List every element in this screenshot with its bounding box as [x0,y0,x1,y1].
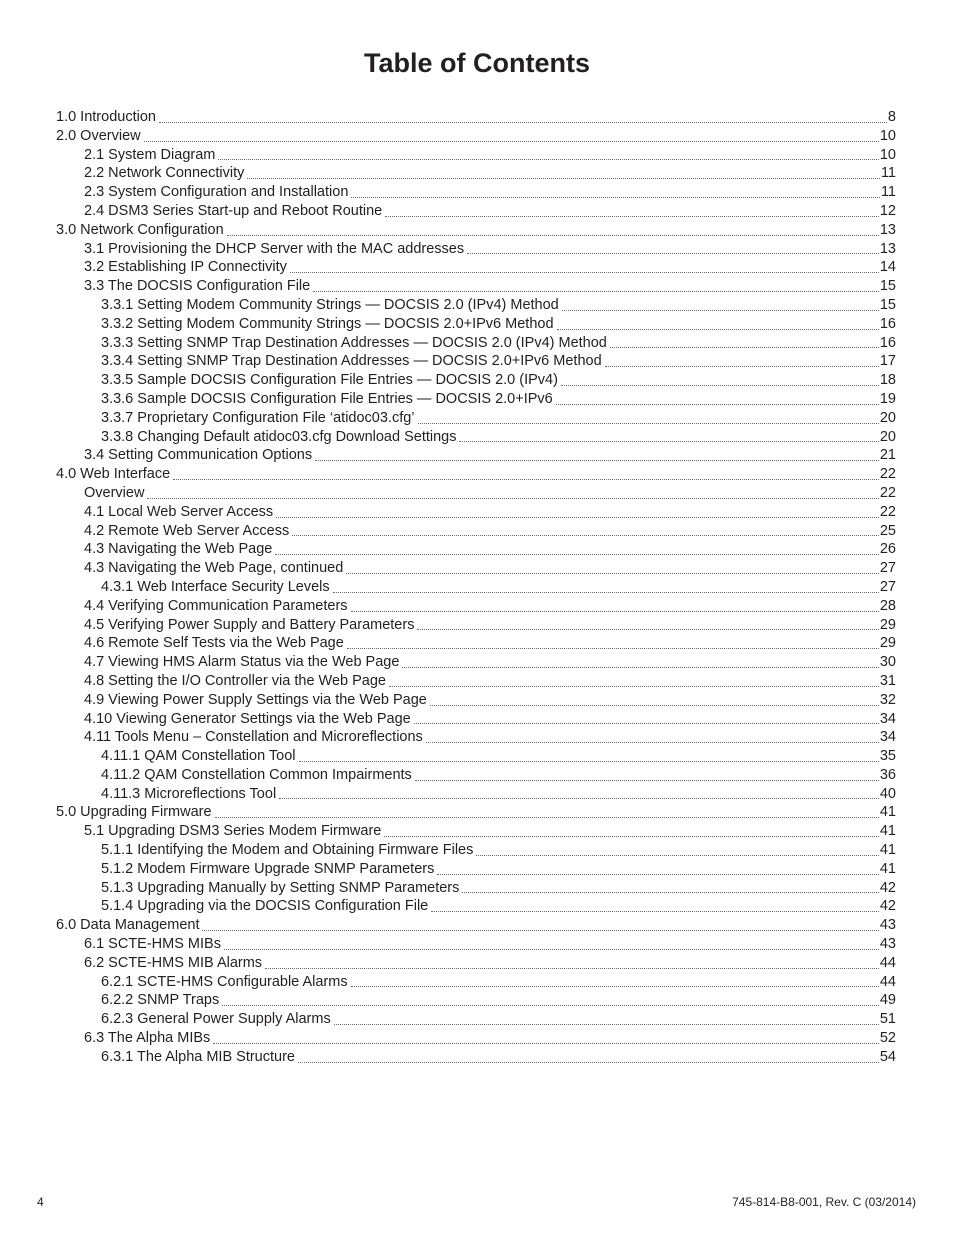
toc-entry[interactable] [56,127,896,146]
toc-entry-label: 4.9 Viewing Power Supply Settings via the Web Page [84,691,427,708]
dot-leader [346,561,879,574]
toc-entry-label: 3.3 The DOCSIS Configuration File [84,278,311,295]
toc-entry-page: 34 [879,710,896,727]
dot-leader [333,580,879,593]
toc-entry-label: 6.2.2 SNMP Traps [101,992,220,1009]
toc-entry-label: 4.7 Viewing HMS Alarm Status via the Web Page [84,654,400,671]
dot-leader [351,599,879,612]
toc-entry-page: 41 [879,823,896,840]
toc-entry-page: 15 [879,278,896,295]
toc-entry[interactable] [56,503,896,522]
toc-entry-page: 16 [879,315,896,332]
dot-leader [384,824,879,837]
dot-leader [173,467,879,480]
toc-entry[interactable] [56,578,896,597]
document-id: 745-814-B8-001, Rev. C (03/2014) [732,1195,916,1209]
toc-entry[interactable] [56,484,896,503]
toc-entry-page: 17 [879,353,896,370]
toc-entry-page: 13 [879,221,896,238]
dot-leader [431,899,879,912]
dot-leader [290,260,879,273]
toc-entry-page: 26 [879,541,896,558]
toc-entry-page: 11 [880,165,896,182]
dot-leader [459,429,878,442]
toc-entry[interactable] [56,240,896,259]
toc-entry[interactable] [56,597,896,616]
toc-entry[interactable] [56,146,896,165]
toc-entry-label: 3.3.8 Changing Default atidoc03.cfg Download Settings [101,428,457,445]
toc-entry-label: 4.1 Local Web Server Access [84,503,274,520]
toc-entry[interactable] [56,803,896,822]
dot-leader [298,1050,879,1063]
toc-entry-label: 4.4 Verifying Communication Parameters [84,597,348,614]
toc-entry-page: 41 [879,842,896,859]
toc-entry-page: 31 [879,672,896,689]
dot-leader [351,974,879,987]
dot-leader [313,279,879,292]
toc-entry-page: 15 [879,296,896,313]
toc-entry-page: 34 [879,729,896,746]
dot-leader [462,880,878,893]
toc-entry[interactable] [56,841,896,860]
toc-entry-page: 41 [879,804,896,821]
dot-leader [276,505,879,518]
toc-entry-page: 8 [887,109,896,125]
toc-entry[interactable] [56,315,896,334]
toc-entry-page: 42 [879,898,896,915]
toc-entry-page: 18 [879,372,896,389]
toc-entry-page: 29 [879,616,896,633]
toc-entry[interactable] [56,691,896,710]
toc-entry[interactable] [56,822,896,841]
toc-entry[interactable] [56,860,896,879]
toc-entry-label: 4.2 Remote Web Server Access [84,522,290,539]
dot-leader [476,843,879,856]
toc-entry[interactable] [56,897,896,916]
toc-entry-page: 42 [879,879,896,896]
toc-entry[interactable] [56,221,896,240]
toc-entry-label: 6.0 Data Management [56,917,200,934]
dot-leader [418,411,879,424]
toc-entry-label: 4.0 Web Interface [56,466,171,483]
dot-leader [147,486,878,499]
toc-entry-label: 3.3.5 Sample DOCSIS Configuration File Entries — DOCSIS 2.0 (IPv4) [101,372,558,389]
toc-entry[interactable] [56,879,896,898]
toc-entry-page: 51 [879,1011,896,1028]
toc-entry[interactable] [56,371,896,390]
toc-entry[interactable] [56,728,896,747]
toc-entry[interactable] [56,634,896,653]
toc-entry-label: 6.2.1 SCTE-HMS Configurable Alarms [101,973,348,990]
toc-entry-label: 4.11.1 QAM Constellation Tool [101,748,296,765]
dot-leader [415,768,879,781]
toc-entry-page: 20 [879,409,896,426]
dot-leader [437,862,879,875]
toc-entry-page: 19 [879,390,896,407]
toc-entry-label: 3.4 Setting Communication Options [84,447,313,464]
toc-entry[interactable] [56,428,896,447]
dot-leader [218,147,879,160]
toc-entry-label: 4.3 Navigating the Web Page, continued [84,560,344,577]
toc-entry[interactable] [56,390,896,409]
toc-entry-page: 20 [879,428,896,445]
toc-entry-page: 43 [879,936,896,953]
toc-entry-label: 1.0 Introduction [56,109,156,125]
dot-leader [562,298,879,311]
toc-entry-page: 36 [879,766,896,783]
dot-leader [299,749,879,762]
toc-entry[interactable] [56,973,896,992]
dot-leader [275,542,879,555]
toc-entry[interactable] [56,296,896,315]
toc-entry[interactable] [56,991,896,1010]
toc-entry[interactable] [56,1010,896,1029]
toc-entry-page: 35 [879,748,896,765]
dot-leader [334,1012,879,1025]
dot-leader [215,805,879,818]
toc-entry[interactable] [56,334,896,353]
toc-entry-label: 2.0 Overview [56,127,141,144]
toc-entry-page: 40 [879,785,896,802]
toc-entry-page: 44 [879,954,896,971]
toc-entry-page: 10 [879,146,896,163]
toc-entry-page: 14 [879,259,896,276]
toc-entry-label: 5.1.3 Upgrading Manually by Setting SNMP Parameters [101,879,460,896]
toc-entry[interactable] [56,352,896,371]
toc-entry-page: 41 [879,860,896,877]
toc-entry-page: 16 [879,334,896,351]
dot-leader [556,392,879,405]
dot-leader [402,655,878,668]
table-of-contents [56,108,896,1067]
toc-entry-label: 5.1.2 Modem Firmware Upgrade SNMP Parameters [101,860,435,877]
toc-entry-label: 2.4 DSM3 Series Start-up and Reboot Routine [84,202,383,219]
toc-entry[interactable] [56,1029,896,1048]
toc-entry-label: 3.1 Provisioning the DHCP Server with the MAC addresses [84,240,465,257]
dot-leader [224,937,879,950]
dot-leader [385,204,879,217]
toc-entry-label: 4.10 Viewing Generator Settings via the Web Page [84,710,411,727]
toc-entry-label: 5.1 Upgrading DSM3 Series Modem Firmware [84,823,382,840]
dot-leader [430,693,879,706]
toc-entry[interactable] [56,446,896,465]
page-number: 4 [37,1195,44,1209]
toc-entry-label: 2.2 Network Connectivity [84,165,245,182]
toc-entry[interactable] [56,935,896,954]
dot-leader [202,918,878,931]
toc-entry-page: 32 [879,691,896,708]
toc-entry[interactable] [56,559,896,578]
toc-entry-page: 43 [879,917,896,934]
toc-entry[interactable] [56,277,896,296]
toc-entry[interactable] [56,616,896,635]
dot-leader [351,185,880,198]
dot-leader [227,223,879,236]
toc-entry[interactable] [56,747,896,766]
toc-entry-label: 3.2 Establishing IP Connectivity [84,259,287,276]
toc-entry[interactable] [56,1048,896,1067]
toc-entry-label: 4.3.1 Web Interface Security Levels [101,578,330,595]
dot-leader [144,129,879,142]
toc-entry-label: 4.11.3 Microreflections Tool [101,785,277,802]
toc-entry[interactable] [56,164,896,183]
toc-entry-label: 6.1 SCTE-HMS MIBs [84,936,221,953]
toc-entry-page: 13 [879,240,896,257]
toc-entry[interactable] [56,108,896,127]
toc-entry-page: 22 [879,503,896,520]
dot-leader [417,617,878,630]
toc-entry-label: 2.3 System Configuration and Installation [84,184,349,201]
toc-entry-label: 5.1.1 Identifying the Modem and Obtaining Firmware Files [101,842,474,859]
dot-leader [292,523,879,536]
toc-entry-page: 30 [879,654,896,671]
dot-leader [159,110,887,123]
toc-entry-page: 22 [879,466,896,483]
toc-entry[interactable] [56,785,896,804]
dot-leader [610,335,879,348]
dot-leader [426,730,879,743]
toc-entry[interactable] [56,522,896,541]
toc-entry-label: 4.11.2 QAM Constellation Common Impairments [101,766,412,783]
toc-entry-label: 5.0 Upgrading Firmware [56,804,212,821]
toc-entry[interactable] [56,766,896,785]
toc-entry[interactable] [56,540,896,559]
toc-entry-label: Overview [84,484,145,501]
toc-entry-page: 12 [879,202,896,219]
toc-entry[interactable] [56,258,896,277]
toc-entry-label: 4.8 Setting the I/O Controller via the Web Page [84,672,386,689]
toc-entry-label: 3.0 Network Configuration [56,221,224,238]
toc-entry-label: 4.6 Remote Self Tests via the Web Page [84,635,344,652]
toc-entry[interactable] [56,916,896,935]
toc-entry-page: 44 [879,973,896,990]
toc-entry-page: 10 [879,127,896,144]
toc-entry[interactable] [56,710,896,729]
dot-leader [561,373,879,386]
toc-entry-page: 27 [879,560,896,577]
toc-entry[interactable] [56,653,896,672]
toc-entry[interactable] [56,465,896,484]
toc-entry-label: 3.3.3 Setting SNMP Trap Destination Addresses — DOCSIS 2.0 (IPv4) Method [101,334,607,351]
toc-entry-page: 27 [879,578,896,595]
dot-leader [315,448,879,461]
toc-entry-page: 29 [879,635,896,652]
dot-leader [347,636,879,649]
toc-entry-page: 22 [879,484,896,501]
dot-leader [279,786,879,799]
toc-entry-label: 3.3.2 Setting Modem Community Strings — DOCSIS 2.0+IPv6 Method [101,315,554,332]
toc-entry-label: 3.3.6 Sample DOCSIS Configuration File Entries — DOCSIS 2.0+IPv6 [101,390,553,407]
page-title: Table of Contents [364,48,590,78]
toc-entry-page: 52 [879,1030,896,1047]
toc-entry[interactable] [56,202,896,221]
toc-entry-label: 5.1.4 Upgrading via the DOCSIS Configuration File [101,898,429,915]
dot-leader [389,674,879,687]
toc-entry-page: 49 [879,992,896,1009]
toc-entry-page: 25 [879,522,896,539]
toc-entry-label: 4.11 Tools Menu – Constellation and Microreflections [84,729,423,746]
dot-leader [414,711,879,724]
toc-entry-page: 11 [880,184,896,201]
toc-entry-label: 3.3.7 Proprietary Configuration File ‘atidoc03.cfg’ [101,409,415,426]
toc-entry-label: 2.1 System Diagram [84,146,216,163]
toc-entry-label: 4.5 Verifying Power Supply and Battery Parameters [84,616,415,633]
toc-entry-page: 28 [879,597,896,614]
toc-entry-label: 3.3.1 Setting Modem Community Strings — DOCSIS 2.0 (IPv4) Method [101,296,559,313]
dot-leader [222,993,879,1006]
toc-entry[interactable] [56,954,896,973]
toc-entry-page: 54 [879,1048,896,1065]
toc-entry-label: 6.3 The Alpha MIBs [84,1030,211,1047]
toc-entry-label: 6.2.3 General Power Supply Alarms [101,1011,331,1028]
toc-entry[interactable] [56,409,896,428]
toc-entry-label: 3.3.4 Setting SNMP Trap Destination Addresses — DOCSIS 2.0+IPv6 Method [101,353,602,370]
toc-entry[interactable] [56,183,896,202]
dot-leader [247,166,880,179]
toc-entry-label: 6.2 SCTE-HMS MIB Alarms [84,954,263,971]
toc-entry-page: 21 [879,447,896,464]
toc-entry-label: 6.3.1 The Alpha MIB Structure [101,1048,295,1065]
dot-leader [557,317,879,330]
toc-entry[interactable] [56,672,896,691]
dot-leader [213,1031,879,1044]
dot-leader [265,956,879,969]
dot-leader [605,354,879,367]
dot-leader [467,241,879,254]
toc-entry-label: 4.3 Navigating the Web Page [84,541,273,558]
